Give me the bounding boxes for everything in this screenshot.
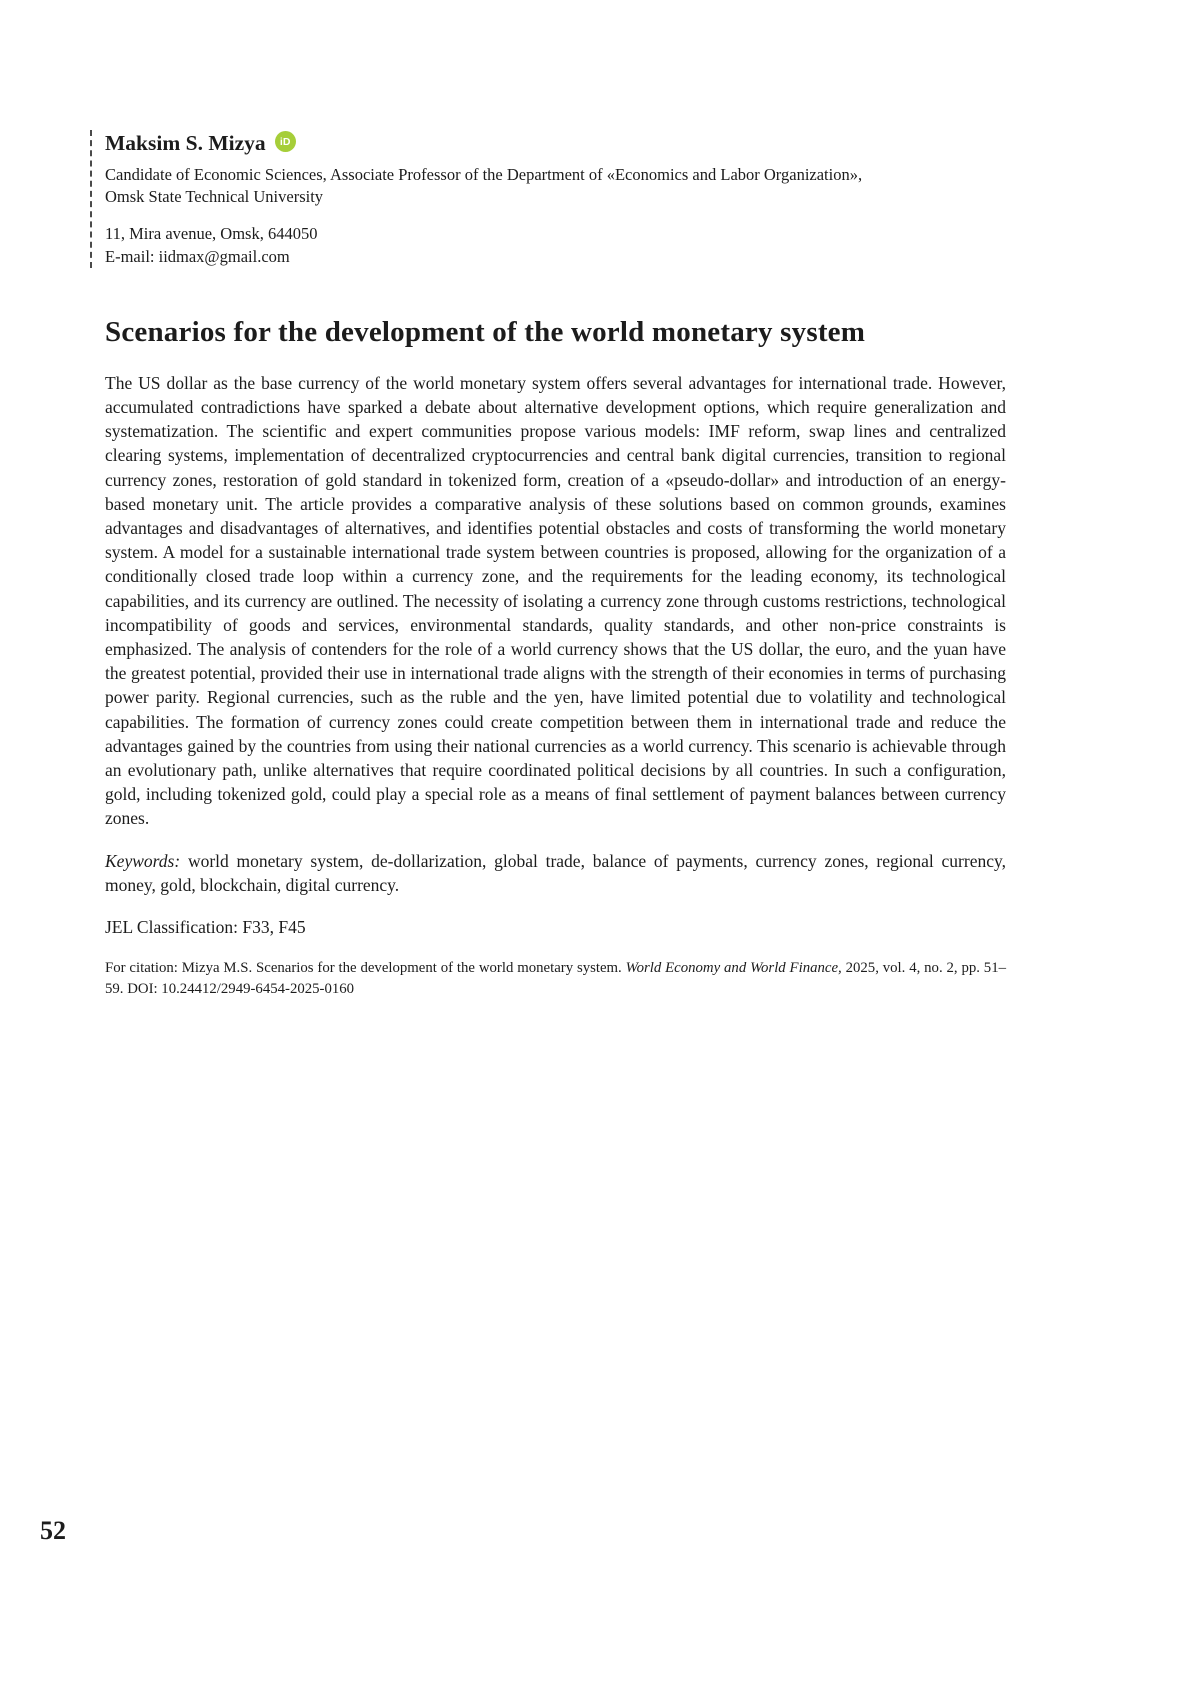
affiliation-line-2: Omsk State Technical University xyxy=(105,187,324,207)
keywords-text: world monetary system, de-dollarization, global trade, balance of payments, currency zones, regional currency, money, gold, blockchain, digital currency. xyxy=(105,850,1006,895)
citation-paragraph xyxy=(105,958,1006,999)
citation-suffix: 2025, vol. 4, no. 2, pp. 51–59. DOI: 10.24412/2949-6454-2025-0160 xyxy=(105,960,1007,997)
citation-prefix: For citation: Mizya M.S. Scenarios for the development of the world monetary system. xyxy=(105,960,626,977)
page-number: 52 xyxy=(40,1516,66,1545)
keywords-label: Keywords: xyxy=(105,850,181,871)
author-contacts xyxy=(105,223,1006,268)
author-email: E-mail: iidmax@gmail.com xyxy=(105,246,290,266)
page-content xyxy=(105,130,1006,999)
author-name-row xyxy=(105,130,1006,157)
article-title: Scenarios for the development of the world monetary system xyxy=(105,315,866,348)
author-affiliation xyxy=(105,164,1006,209)
author-name: Maksim S. Mizya xyxy=(105,131,266,155)
jel-classification: JEL Classification: F33, F45 xyxy=(105,917,306,937)
author-address: 11, Mira avenue, Omsk, 644050 xyxy=(105,224,318,244)
orcid-icon[interactable]: iD xyxy=(275,131,296,152)
keywords-paragraph xyxy=(105,849,1006,897)
affiliation-line-1: Candidate of Economic Sciences, Associate Professor of the Department of «Economics and Labor Organization», xyxy=(105,164,863,184)
citation-journal-name: World Economy and World Finance, xyxy=(625,960,842,977)
article-abstract: The US dollar as the base currency of the world monetary system offers several advantages for international trade. However, accumulated contradictions have sparked a debate about alternative development options, which require generalization and systematization. The scientific and expert communities propose various models: IMF reform, swap lines and centralized clearing systems, implementation of decentralized cryptocurrencies and central bank digital currencies, transition to regional currency zones, restoration of gold standard in tokenized form, creation of a «pseudo-dollar» and introduction of an energy-based monetary unit. The article provides a comparative analysis of these solutions based on common grounds, examines advantages and disadvantages of alternatives, and identifies potential obstacles and costs of transforming the world monetary system. A model for a sustainable international trade system between countries is proposed, allowing for the organization of a conditionally closed trade loop within a currency zone, and the requirements for the leading economy, its technological capabilities, and its currency are outlined. The necessity of isolating a currency zone through customs restrictions, technological incompatibility of goods and services, environmental standards, quality standards, and other non-price constraints is emphasized. The analysis of contenders for the role of a world currency shows that the US dollar, the euro, and the yuan have the greatest potential, provided their use in international trade aligns with the strength of their economies in terms of purchasing power parity. Regional currencies, such as the ruble and the yen, have limited potential due to volatility and technological capabilities. The formation of currency zones could create competition between them in international trade and reduce the advantages gained by the countries from using their national currencies as a world currency. This scenario is achievable through an evolutionary path, unlike alternatives that require coordinated political decisions by all countries. In such a configuration, gold, including tokenized gold, could play a special role as a means of final settlement of payment balances between currency zones. xyxy=(105,372,1006,829)
author-block xyxy=(90,130,1006,268)
